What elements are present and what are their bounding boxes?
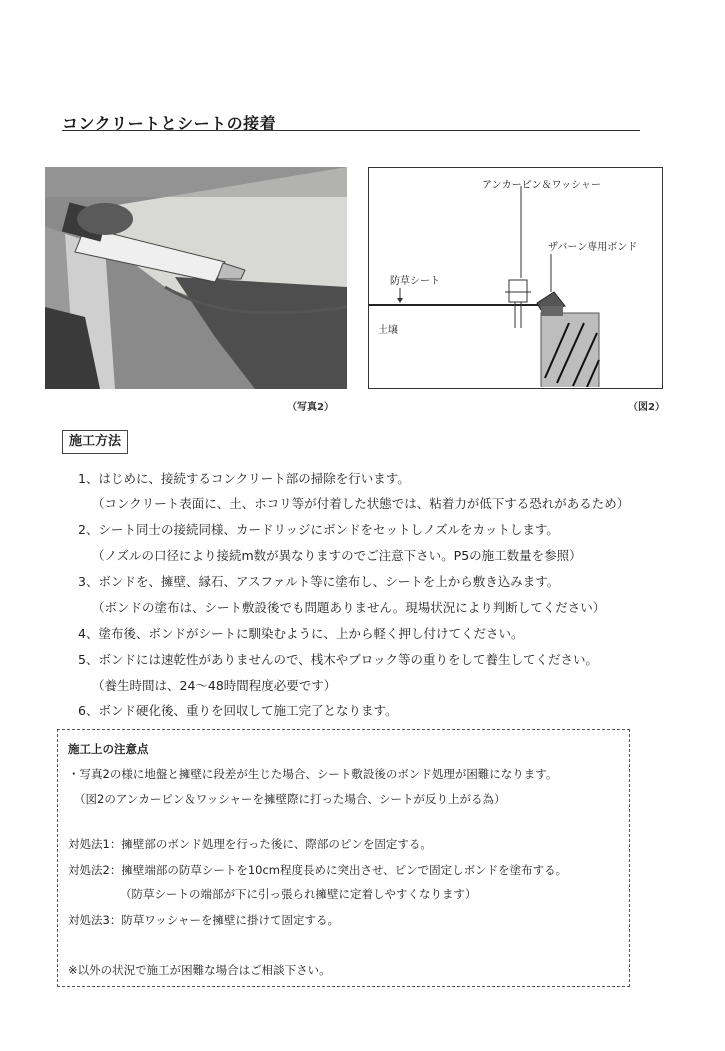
label-weed-sheet: 防草シート [390, 276, 440, 287]
method-step: 6、ボンド硬化後、重りを回収して施工完了となります。 [78, 703, 398, 718]
method-step-note: （コンクリート表面に、土、ホコリ等が付着した状態では、粘着力が低下する恐れがあるため） [92, 496, 630, 511]
method-step: 1、はじめに、接続するコンクリート部の掃除を行います。 [78, 471, 410, 486]
method-step: 3、ボンドを、擁壁、縁石、アスファルト等に塗布し、シートを上から敷き込みます。 [78, 574, 560, 589]
note-remedy: 対処法3：防草ワッシャーを擁壁に掛けて固定する。 [68, 913, 340, 927]
note-line: （図2のアンカーピン＆ワッシャーを擁壁際に打った場合、シートが反り上がる為） [74, 792, 506, 806]
note-consult: ※以外の状況で施工が困難な場合はご相談下さい。 [68, 963, 331, 977]
note-remedy: 対処法1：擁壁部のボンド処理を行った後に、際部のピンを固定する。 [68, 837, 432, 851]
photo-caption: （写真2） [287, 402, 334, 413]
label-zaban-bond: ザバーン専用ボンド [548, 242, 638, 253]
label-anchor-pin-washer: アンカーピン＆ワッシャー [482, 180, 601, 191]
note-line: （防草シートの端部が下に引っ張られ擁壁に定着しやすくなります） [120, 887, 477, 901]
label-soil: 土壌 [378, 325, 398, 336]
photo-illustration [45, 167, 347, 389]
method-step-note: （養生時間は、24～48時間程度必要です） [92, 678, 337, 693]
section-heading-method: 施工方法 [62, 430, 128, 454]
note-line: ・写真2の様に地盤と擁壁に段差が生じた場合、シート敷設後のボンド処理が困難になります。 [68, 767, 558, 781]
method-step-note: （ノズルの口径により接続m数が異なりますのでご注意下さい。P5の施工数量を参照） [92, 548, 582, 563]
photo-bond-application [45, 167, 347, 389]
figure-caption: （図2） [628, 402, 665, 413]
method-step: 4、塗布後、ボンドがシートに馴染むように、上から軽く押し付けてください。 [78, 626, 524, 641]
method-step-note: （ボンドの塗布は、シート敷設後でも問題ありません。現場状況により判断してください） [92, 600, 606, 615]
page-title: コンクリートとシートの接着 [62, 114, 277, 133]
notes-heading: 施工上の注意点 [68, 742, 149, 756]
method-step: 5、ボンドには速乾性がありませんので、桟木やブロック等の重りをして養生してください。 [78, 652, 598, 667]
method-step: 2、シート同士の接続同様、カードリッジにボンドをセットしノズルをカットします。 [78, 522, 559, 537]
title-underline [62, 130, 640, 131]
note-remedy: 対処法2：擁壁端部の防草シートを10cm程度長めに突出させ、ピンで固定しボンドを塗布する。 [68, 863, 568, 877]
